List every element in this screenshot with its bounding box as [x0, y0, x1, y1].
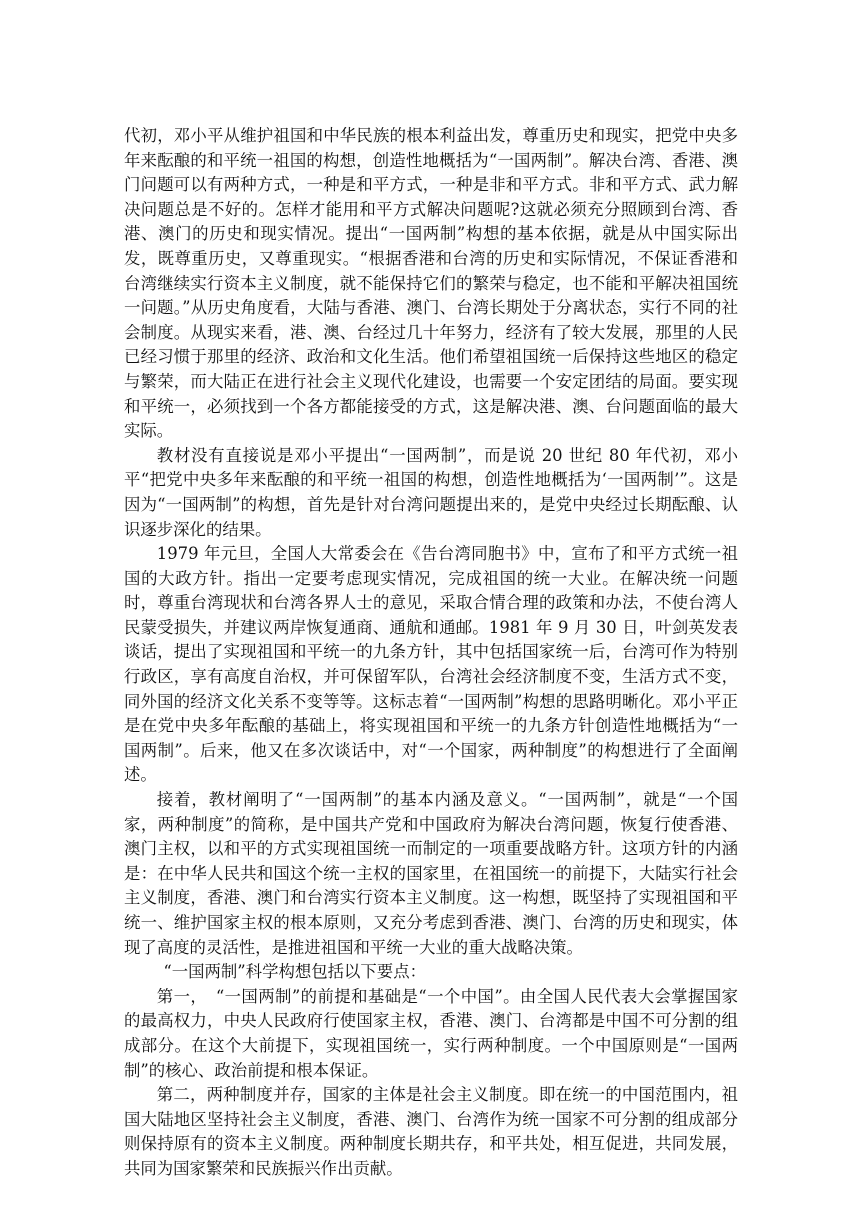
paragraph-6: 第一， “一国两制”的前提和基础是“一个中国”。由全国人民代表大会掌握国家的最高权力，中央人民政府行使国家主权，香港、澳门、台湾都是中国不可分割的组成部分。在这个大前提下，实现祖国统一，实行两种制度。一个中国原则是“一国两制”的核心、政治前提和根本保证。 [124, 986, 738, 1080]
paragraph-7: 第二，两种制度并存，国家的主体是社会主义制度。即在统一的中国范围内，祖国大陆地区坚持社会主义制度，香港、澳门、台湾作为统一国家不可分割的组成部分则保持原有的资本主义制度。两种制度长期共存，和平共处，相互促进，共同发展，共同为国家繁荣和民族振兴作出贡献。 [124, 1085, 738, 1178]
paragraph-2: 教材没有直接说是邓小平提出“一国两制”，而是说 20 世纪 80 年代初，邓小平“把党中央多年来酝酿的和平统一祖国的构想，创造性地概括为‘一国两制’”。这是因为“一国两制”的构想，首先是针对台湾问题提出来的，是党中央经过长期酝酿、认识逐步深化的结果。 [124, 445, 738, 539]
paragraph-4: 接着，教材阐明了“一国两制”的基本内涵及意义。“一国两制”，就是“一个国家，两种制度”的简称，是中国共产党和中国政府为解决台湾问题，恢复行使香港、澳门主权，以和平的方式实现祖国统一而制定的一项重要战略方针。这项方针的内涵是：在中华人民共和国这个统一主权的国家里，在祖国统一的前提下，大陆实行社会主义制度，香港、澳门和台湾实行资本主义制度。这一构想，既坚持了实现祖国和平统一、维护国家主权的根本原则，又充分考虑到香港、澳门、台湾的历史和现实，体现了高度的灵活性，是推进祖国和平统一大业的重大战略决策。 [124, 790, 738, 957]
paragraph-1: 代初，邓小平从维护祖国和中华民族的根本利益出发，尊重历史和现实，把党中央多年来酝酿的和平统一祖国的构想，创造性地概括为“一国两制”。解决台湾、香港、澳门问题可以有两种方式，一种是和平方式，一种是非和平方式。非和平方式、武力解决问题总是不好的。怎样才能用和平方式解决问题呢?这就必须充分照顾到台湾、香港、澳门的历史和现实情况。提出“一国两制”构想的基本依据，就是从中国实际出发，既尊重历史，又尊重现实。“根据香港和台湾的历史和实际情况，不保证香港和台湾继续实行资本主义制度，就不能保持它们的繁荣与稳定，也不能和平解决祖国统一问题。”从历史角度看，大陆与香港、澳门、台湾长期处于分离状态，实行不同的社会制度。从现实来看，港、澳、台经过几十年努力，经济有了较大发展，那里的人民已经习惯于那里的经济、政治和文化生活。他们希望祖国统一后保持这些地区的稳定与繁荣，而大陆正在进行社会主义现代化建设，也需要一个安定团结的局面。要实现和平统一，必须找到一个各方都能接受的方式，这是解决港、澳、台问题面临的最大实际。 [124, 126, 738, 441]
paragraph-3: 1979 年元旦，全国人大常委会在《告台湾同胞书》中，宣布了和平方式统一祖国的大政方针。指出一定要考虑现实情况，完成祖国的统一大业。在解决统一问题时，尊重台湾现状和台湾各界人士的意见，采取合情合理的政策和办法，不使台湾人民蒙受损失，并建议两岸恢复通商、通航和通邮。1981 年 9 月 30 日，叶剑英发表谈话，提出了实现祖国和平统一的九条方针，其中包括国家统一后，台湾可作为特别行政区，享有高度自治权，并可保留军队，台湾社会经济制度不变，生活方式不变，同外国的经济文化关系不变等等。这标志着“一国两制”构想的思路明晰化。邓小平正是在党中央多年酝酿的基础上，将实现祖国和平统一的九条方针创造性地概括为“一国两制”。后来，他又在多次谈话中，对“一个国家，两种制度”的构想进行了全面阐述。 [124, 544, 738, 785]
paragraph-5: “一国两制”科学构想包括以下要点： [163, 962, 426, 982]
document-body [124, 124, 738, 1182]
